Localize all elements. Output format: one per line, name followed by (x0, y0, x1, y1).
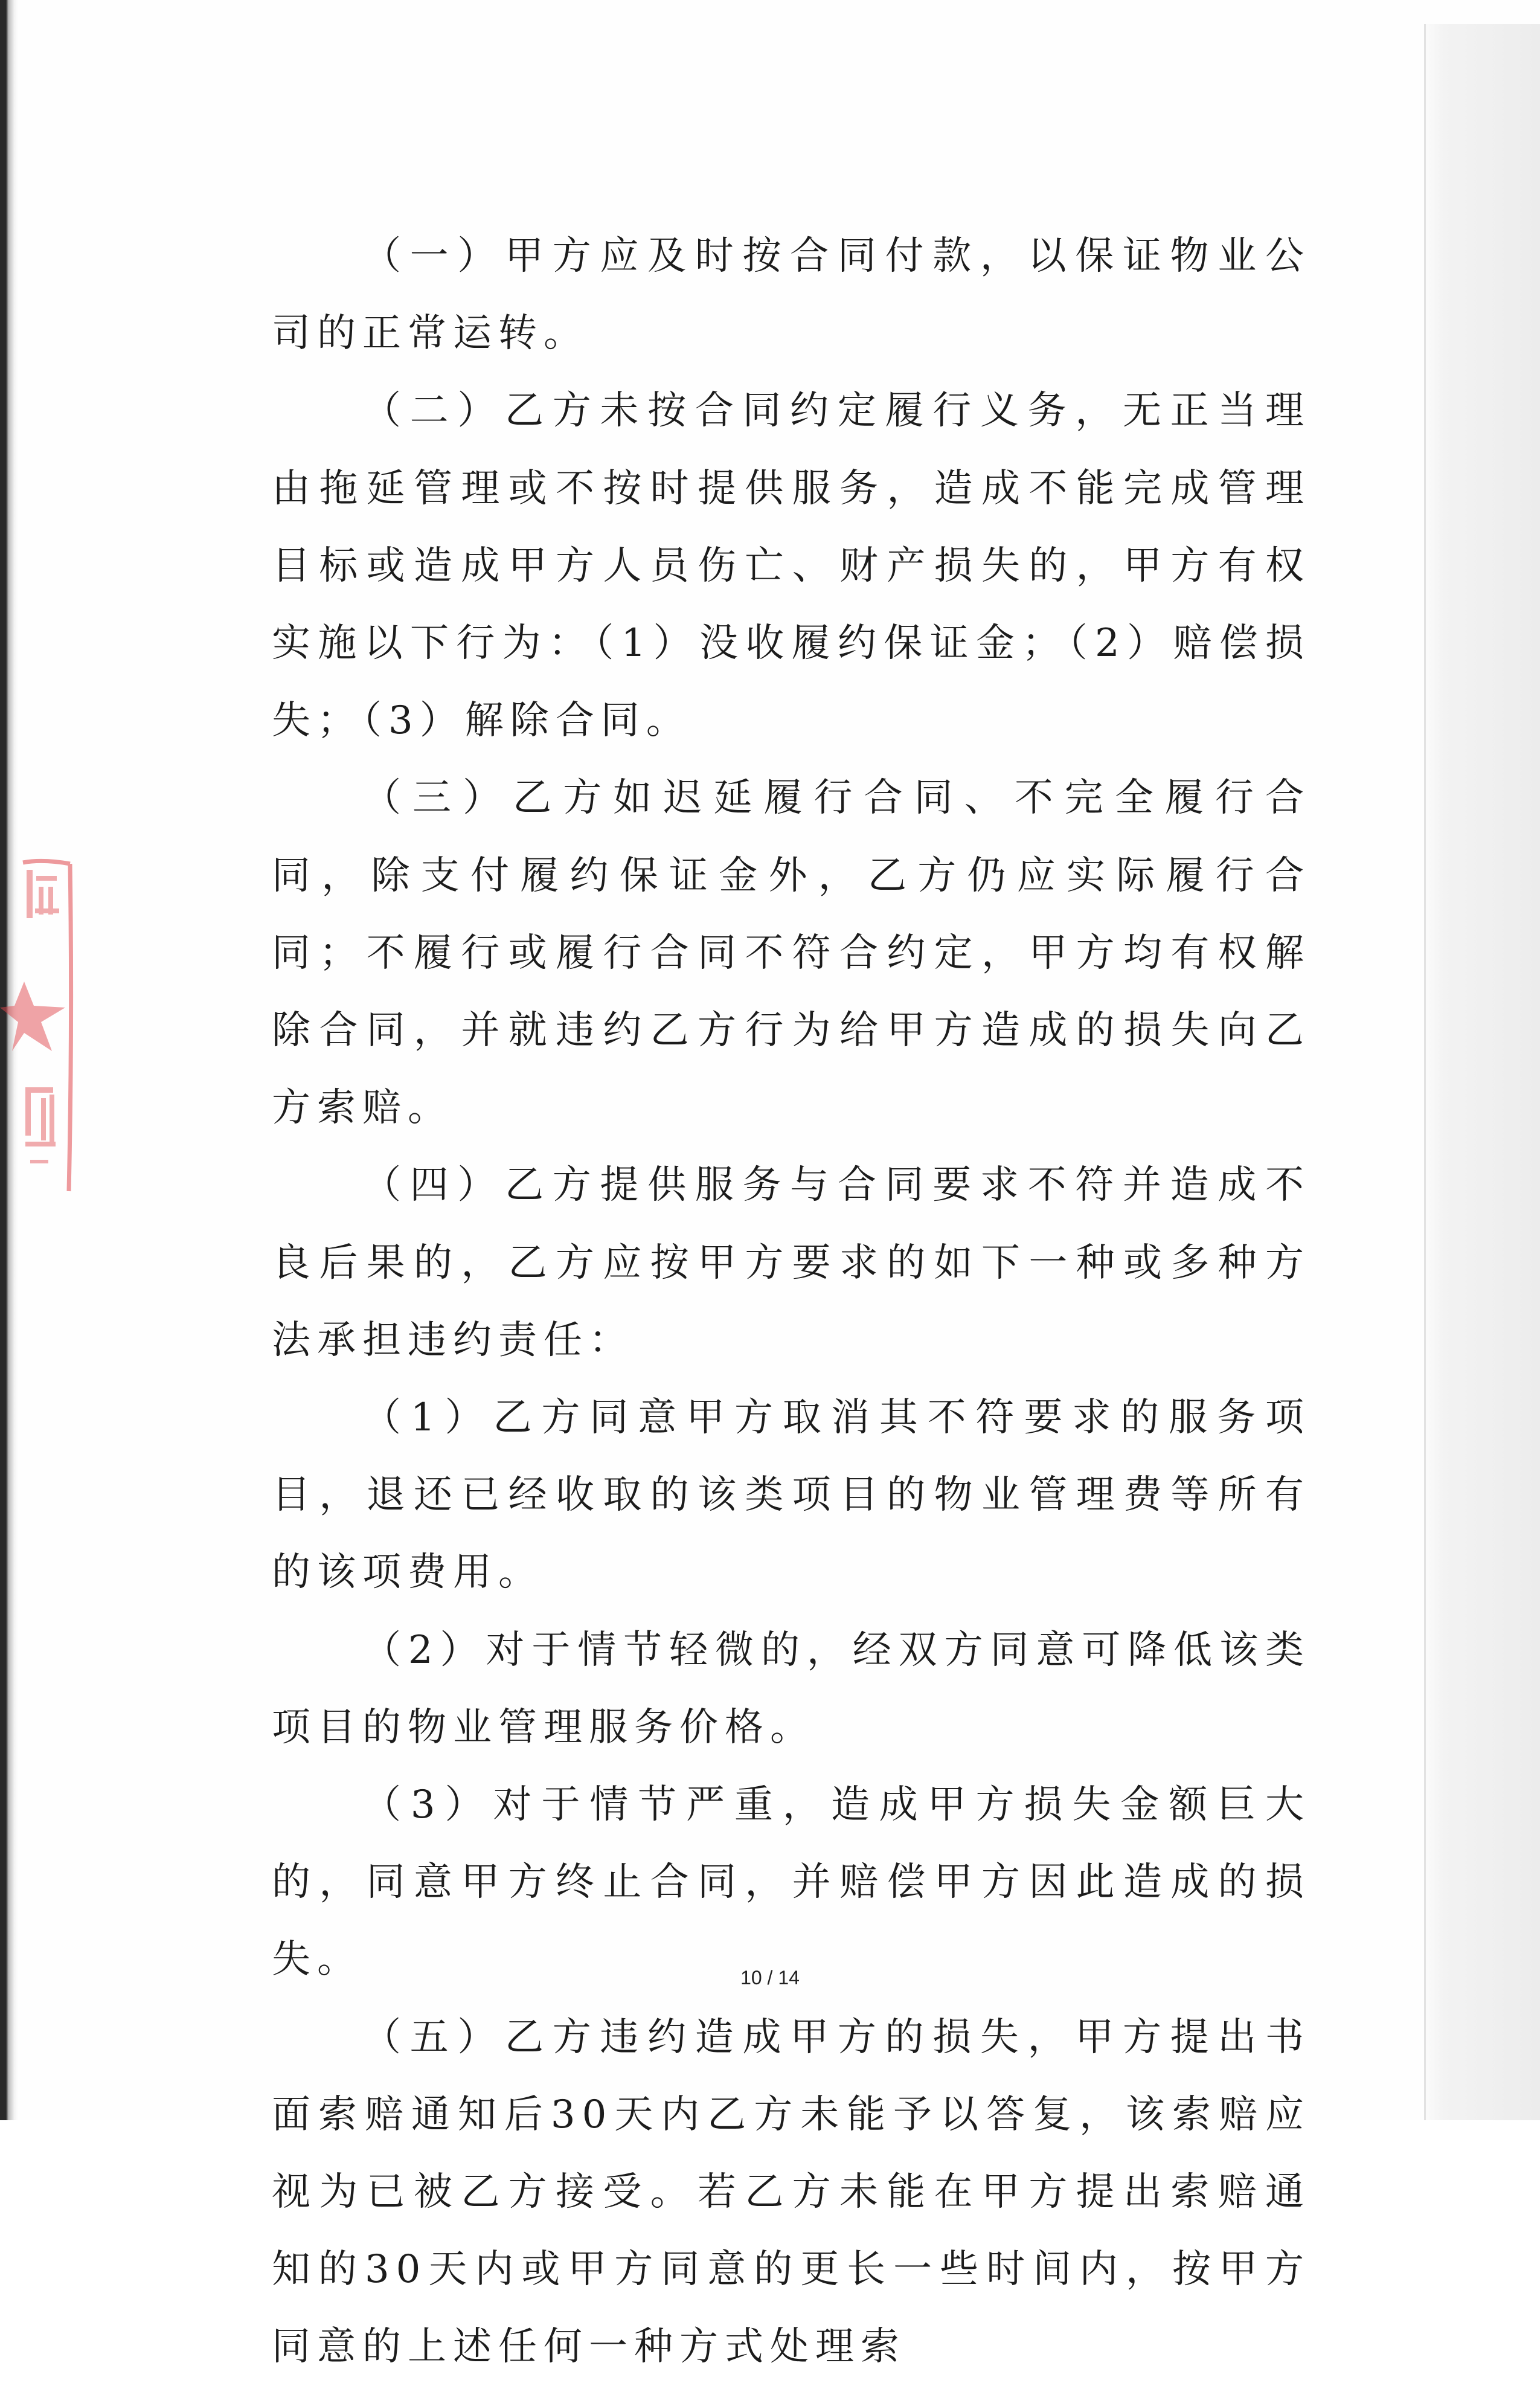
seam-seal-stamp (18, 858, 79, 1196)
clause-4-item-1-paragraph: （1）乙方同意甲方取消其不符要求的服务项目，退还已经收取的该类项目的物业管理费等所有的该项费用。 (272, 1395, 1311, 1595)
scan-left-edge (0, 0, 18, 2120)
scan-right-margin (1425, 24, 1540, 2120)
scan-shadow-line (1424, 24, 1426, 2120)
clause-1-paragraph: （一）甲方应及时按合同付款，以保证物业公司的正常运转。 (272, 234, 1311, 356)
contract-body (272, 217, 1311, 2386)
clause-4-item-2-paragraph: （2）对于情节轻微的，经双方同意可降低该类项目的物业管理服务价格。 (272, 1627, 1311, 1750)
clause-2-paragraph: （二）乙方未按合同约定履行义务，无正当理由拖延管理或不按时提供服务，造成不能完成管理目标或造成甲方人员伤亡、财产损失的，甲方有权实施以下行为：（1）没收履约保证金；（2）赔偿损失；（3）解除合同。 (272, 388, 1311, 744)
clause-5-paragraph: （五）乙方违约造成甲方的损失，甲方提出书面索赔通知后30天内乙方未能予以答复，该索赔应视为已被乙方接受。若乙方未能在甲方提出索赔通知的30天内或甲方同意的更长一些时间内，按甲方同意的上述任何一种方式处理索 (272, 2015, 1311, 2370)
clause-3-paragraph: （三）乙方如迟延履行合同、不完全履行合同，除支付履约保证金外，乙方仍应实际履行合同；不履行或履行合同不符合约定，甲方均有权解除合同，并就违约乙方行为给甲方造成的损失向乙方索赔。 (272, 776, 1311, 1131)
page-number: 10 / 14 (740, 1967, 800, 1989)
clause-4-paragraph: （四）乙方提供服务与合同要求不符并造成不良后果的，乙方应按甲方要求的如下一种或多种方法承担违约责任： (272, 1163, 1311, 1363)
clause-4-item-3-paragraph: （3）对于情节严重，造成甲方损失金额巨大的，同意甲方终止合同，并赔偿甲方因此造成的损失。 (272, 1783, 1311, 1982)
